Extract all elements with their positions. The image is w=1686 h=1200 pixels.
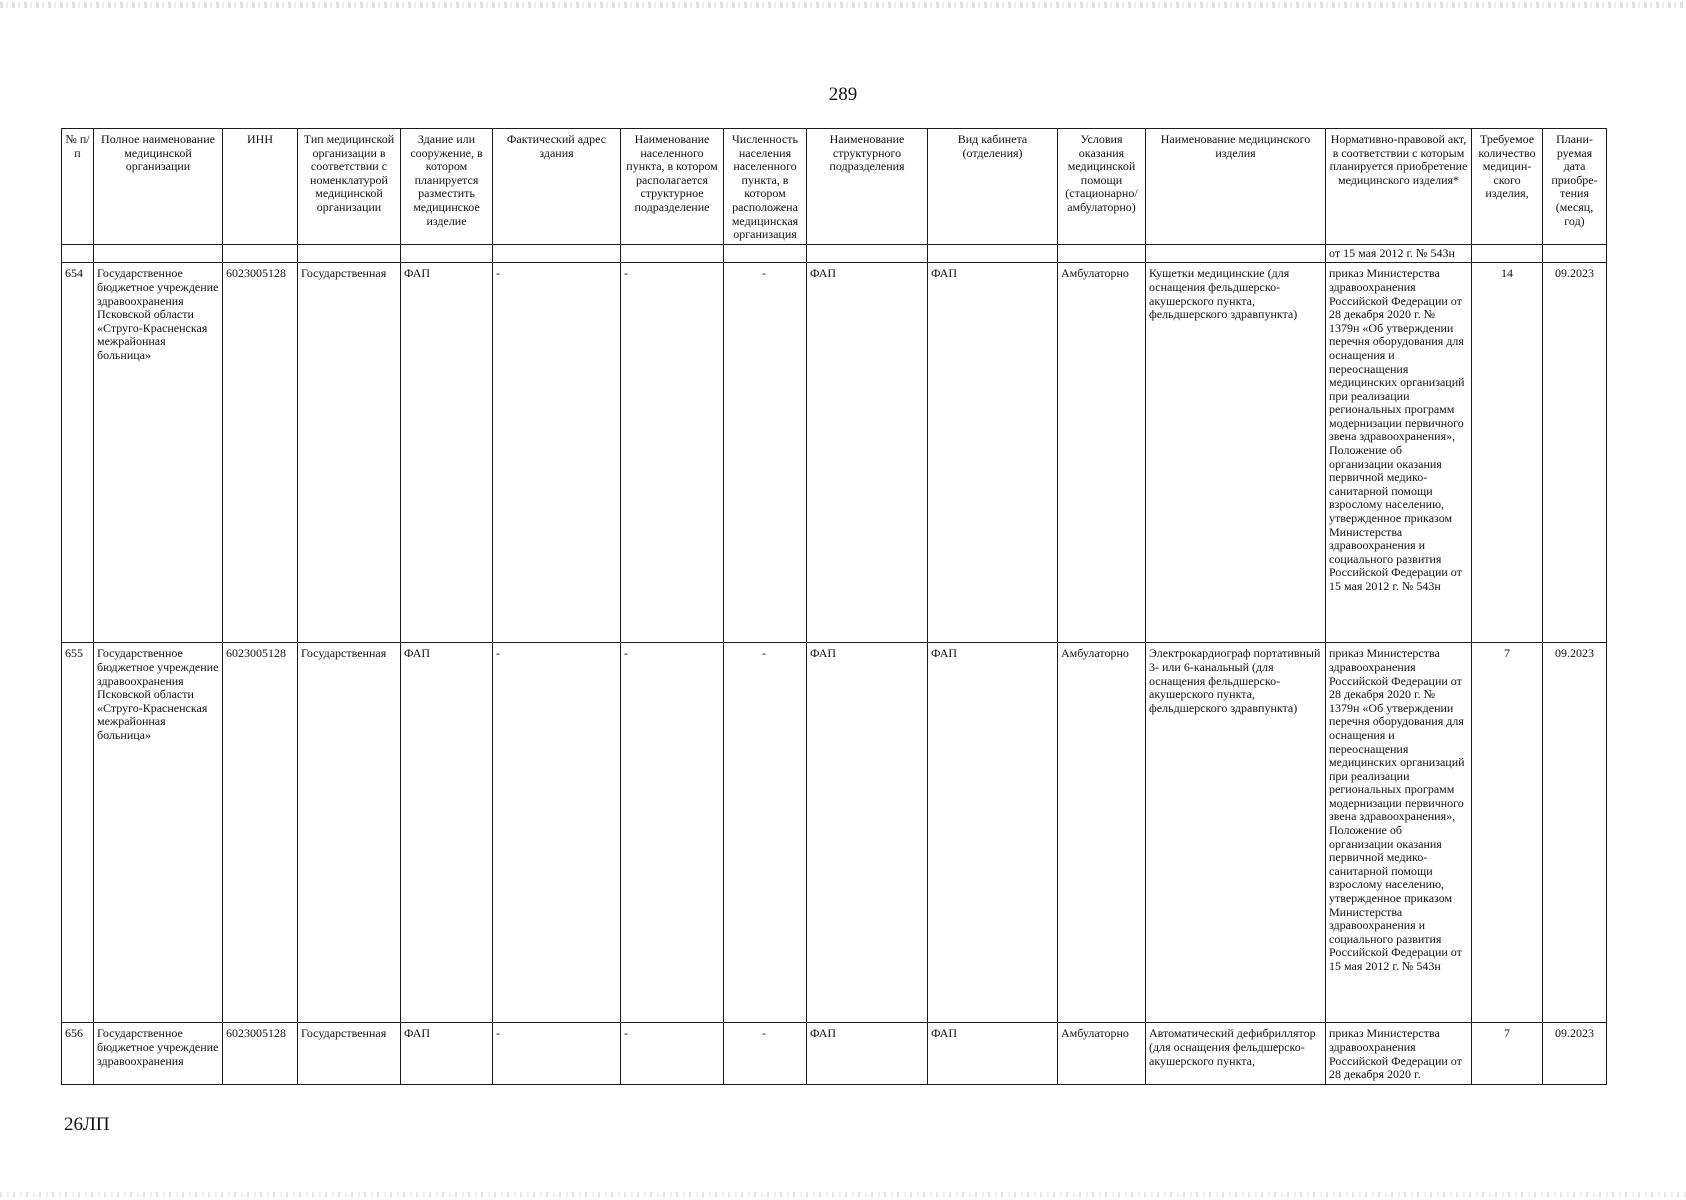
settlement-cell: - bbox=[621, 643, 724, 1023]
table-row bbox=[62, 1023, 1607, 1084]
scan-edge-top bbox=[0, 2, 1686, 8]
inn-cell: 6023005128 bbox=[223, 643, 298, 1023]
header-cell: ИНН bbox=[223, 129, 298, 245]
header-cell: Тип медицинской организации в соответствии с номенклатурой медицинской организации bbox=[298, 129, 401, 245]
header-cell: Наименование населенного пункта, в котором располагается структурное подразделение bbox=[621, 129, 724, 245]
quantity-cell: 14 bbox=[1472, 263, 1543, 643]
header-cell: Вид кабинета (отделения) bbox=[928, 129, 1058, 245]
population-cell: - bbox=[724, 643, 807, 1023]
header-cell: Условия оказания медицинской помощи (стационарно/ амбулаторно) bbox=[1058, 129, 1146, 245]
conditions-cell: Амбулаторно bbox=[1058, 643, 1146, 1023]
conditions-cell: Амбулаторно bbox=[1058, 1023, 1146, 1084]
address-cell: - bbox=[493, 263, 621, 643]
org-name-cell: Государственное бюджетное учреждение здравоохранения Псковской области «Струго-Красненская межрайонная больница» bbox=[94, 263, 223, 643]
table-cell bbox=[493, 244, 621, 263]
unit-cell: ФАП bbox=[807, 1023, 928, 1084]
header-cell: Численность населения населенного пункта, в котором расположена медицинская организация bbox=[724, 129, 807, 245]
header-cell: Здание или сооружение, в котором планируется разместить медицинское изделие bbox=[401, 129, 493, 245]
quantity-cell: 7 bbox=[1472, 643, 1543, 1023]
row-number: 655 bbox=[62, 643, 94, 1023]
row-number: 654 bbox=[62, 263, 94, 643]
device-cell: Автоматический дефибриллятор (для оснащения фельдшерско-акушерского пункта, bbox=[1146, 1023, 1326, 1084]
table-cell bbox=[298, 244, 401, 263]
page-number: 289 bbox=[828, 84, 858, 105]
header-cell: Наименование медицинского изделия bbox=[1146, 129, 1326, 245]
equipment-table bbox=[61, 128, 1607, 1085]
org-name-cell: Государственное бюджетное учреждение здравоохранения Псковской области «Струго-Красненская межрайонная больница» bbox=[94, 643, 223, 1023]
act-cell: от 15 мая 2012 г. № 543н bbox=[1326, 244, 1472, 263]
header-cell: Требуемое количество медицин-ского изделия, bbox=[1472, 129, 1543, 245]
org-type-cell: Государственная bbox=[298, 643, 401, 1023]
table-cell bbox=[724, 244, 807, 263]
table-cell bbox=[1543, 244, 1607, 263]
header-cell: Полное наименование медицинской организации bbox=[94, 129, 223, 245]
unit-cell: ФАП bbox=[807, 263, 928, 643]
act-cell: приказ Министерства здравоохранения Российской Федерации от 28 декабря 2020 г. № 1379н «Об утверждении перечня оборудования для оснащения и переоснащения медицинских организаций при реализации региональных программ модернизации первичного звена здравоохранения», Положение об организации оказания первичной медико-санитарной помощи взрослому населению, утвержденное приказом Министерства здравоохранения и социального развития Российской Федерации от 15 мая 2012 г. № 543н bbox=[1326, 643, 1472, 1023]
header-cell: Фактический адрес здания bbox=[493, 129, 621, 245]
table-cell bbox=[807, 244, 928, 263]
population-cell: - bbox=[724, 263, 807, 643]
unit-cell: ФАП bbox=[807, 643, 928, 1023]
settlement-cell: - bbox=[621, 263, 724, 643]
device-cell: Кушетки медицинские (для оснащения фельдшерско-акушерского пункта, фельдшерского здравпункта) bbox=[1146, 263, 1326, 643]
table-cell bbox=[94, 244, 223, 263]
header-cell: № п/п bbox=[62, 129, 94, 245]
inn-cell: 6023005128 bbox=[223, 263, 298, 643]
date-cell: 09.2023 bbox=[1543, 643, 1607, 1023]
table-cell bbox=[1146, 244, 1326, 263]
date-cell: 09.2023 bbox=[1543, 263, 1607, 643]
scan-edge-bottom bbox=[0, 1192, 1686, 1197]
org-name-cell: Государственное бюджетное учреждение здравоохранения bbox=[94, 1023, 223, 1084]
device-cell: Электрокардиограф портативный 3- или 6-канальный (для оснащения фельдшерско-акушерского пункта, фельдшерского здравпункта) bbox=[1146, 643, 1326, 1023]
continuation-row bbox=[62, 244, 1607, 263]
building-cell: ФАП bbox=[401, 1023, 493, 1084]
header-cell: Плани-руемая дата приобре-тения (месяц, год) bbox=[1543, 129, 1607, 245]
act-cell: приказ Министерства здравоохранения Российской Федерации от 28 декабря 2020 г. bbox=[1326, 1023, 1472, 1084]
table-cell bbox=[928, 244, 1058, 263]
population-cell: - bbox=[724, 1023, 807, 1084]
header-cell: Наименование структурного подразделения bbox=[807, 129, 928, 245]
table-row bbox=[62, 643, 1607, 1023]
conditions-cell: Амбулаторно bbox=[1058, 263, 1146, 643]
org-type-cell: Государственная bbox=[298, 1023, 401, 1084]
cabinet-cell: ФАП bbox=[928, 643, 1058, 1023]
table-cell bbox=[1472, 244, 1543, 263]
building-cell: ФАП bbox=[401, 263, 493, 643]
table-cell bbox=[401, 244, 493, 263]
inn-cell: 6023005128 bbox=[223, 1023, 298, 1084]
act-cell: приказ Министерства здравоохранения Российской Федерации от 28 декабря 2020 г. № 1379н «Об утверждении перечня оборудования для оснащения и переоснащения медицинских организаций при реализации региональных программ модернизации первичного звена здравоохранения», Положение об организации оказания первичной медико-санитарной помощи взрослому населению, утвержденное приказом Министерства здравоохранения и социального развития Российской Федерации от 15 мая 2012 г. № 543н bbox=[1326, 263, 1472, 643]
row-number: 656 bbox=[62, 1023, 94, 1084]
date-cell: 09.2023 bbox=[1543, 1023, 1607, 1084]
org-type-cell: Государственная bbox=[298, 263, 401, 643]
table-cell bbox=[1058, 244, 1146, 263]
address-cell: - bbox=[493, 643, 621, 1023]
footer-code: 26ЛП bbox=[64, 1114, 110, 1135]
cabinet-cell: ФАП bbox=[928, 1023, 1058, 1084]
header-row bbox=[62, 129, 1607, 245]
quantity-cell: 7 bbox=[1472, 1023, 1543, 1084]
address-cell: - bbox=[493, 1023, 621, 1084]
cabinet-cell: ФАП bbox=[928, 263, 1058, 643]
header-cell: Нормативно-правовой акт, в соответствии с которым планируется приобретение медицинского изделия* bbox=[1326, 129, 1472, 245]
building-cell: ФАП bbox=[401, 643, 493, 1023]
table-cell bbox=[62, 244, 94, 263]
table-row bbox=[62, 263, 1607, 643]
table-cell bbox=[223, 244, 298, 263]
settlement-cell: - bbox=[621, 1023, 724, 1084]
table-cell bbox=[621, 244, 724, 263]
